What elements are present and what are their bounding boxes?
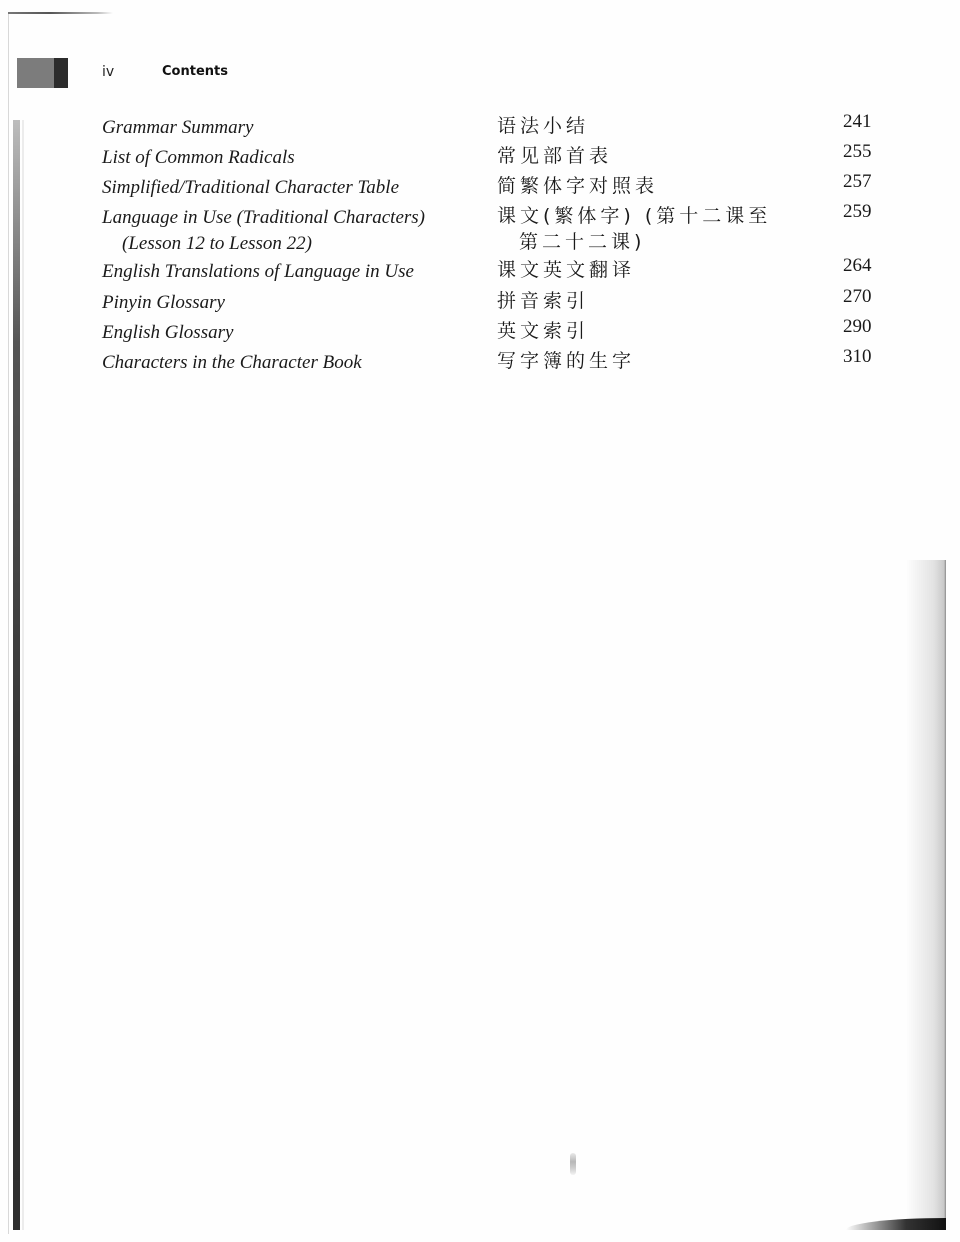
toc-page-number: 264 xyxy=(843,255,872,276)
toc-english-title: English Glossary xyxy=(102,322,234,343)
toc-page-number: 270 xyxy=(843,286,872,307)
toc-english-title: Grammar Summary xyxy=(102,117,254,138)
toc-chinese-title xyxy=(497,203,771,255)
toc-chinese-title: 拼音索引 xyxy=(497,290,590,312)
page-curl-corner xyxy=(846,1218,946,1230)
page-curl-shadow xyxy=(906,560,946,1230)
header-tab-light xyxy=(17,58,54,88)
toc-chinese-title: 英文索引 xyxy=(497,320,590,342)
toc-chinese-line-2: 第二十二课) xyxy=(519,231,646,253)
toc-chinese-title: 常见部首表 xyxy=(497,145,613,167)
toc-english-title: Characters in the Character Book xyxy=(102,352,362,373)
toc-page-number: 255 xyxy=(843,141,872,162)
toc-english-line-1: Language in Use (Traditional Characters) xyxy=(102,207,426,228)
toc-english-line-2: (Lesson 12 to Lesson 22) xyxy=(122,233,313,254)
header-tab-dark xyxy=(54,58,68,88)
toc-chinese-title: 写字簿的生字 xyxy=(497,350,636,372)
scan-speck xyxy=(570,1153,576,1175)
toc-page-number: 257 xyxy=(843,171,872,192)
toc-chinese-title: 课文英文翻译 xyxy=(497,259,636,281)
running-head: Contents xyxy=(162,64,228,79)
toc-english-title: English Translations of Language in Use xyxy=(102,261,414,282)
toc-page-number: 259 xyxy=(843,201,872,222)
toc-chinese-line-1: 课文(繁体字) (第十二课至 xyxy=(497,205,772,227)
binding-gap xyxy=(22,120,24,1230)
toc-chinese-title: 语法小结 xyxy=(497,115,590,137)
toc-english-title: List of Common Radicals xyxy=(102,147,295,168)
scan-edge-left xyxy=(8,14,9,1234)
toc-page-number: 241 xyxy=(843,111,872,132)
scan-edge-top xyxy=(8,12,113,14)
toc-english-title xyxy=(102,205,425,257)
toc-english-title: Simplified/Traditional Character Table xyxy=(102,177,399,198)
toc-page-number: 290 xyxy=(843,316,872,337)
page-number: iv xyxy=(102,64,115,80)
binding-shadow xyxy=(13,120,20,1230)
toc-english-title: Pinyin Glossary xyxy=(102,292,225,313)
header-tab xyxy=(17,58,68,88)
toc-chinese-title: 简繁体字对照表 xyxy=(497,175,659,197)
toc-page-number: 310 xyxy=(843,346,872,367)
